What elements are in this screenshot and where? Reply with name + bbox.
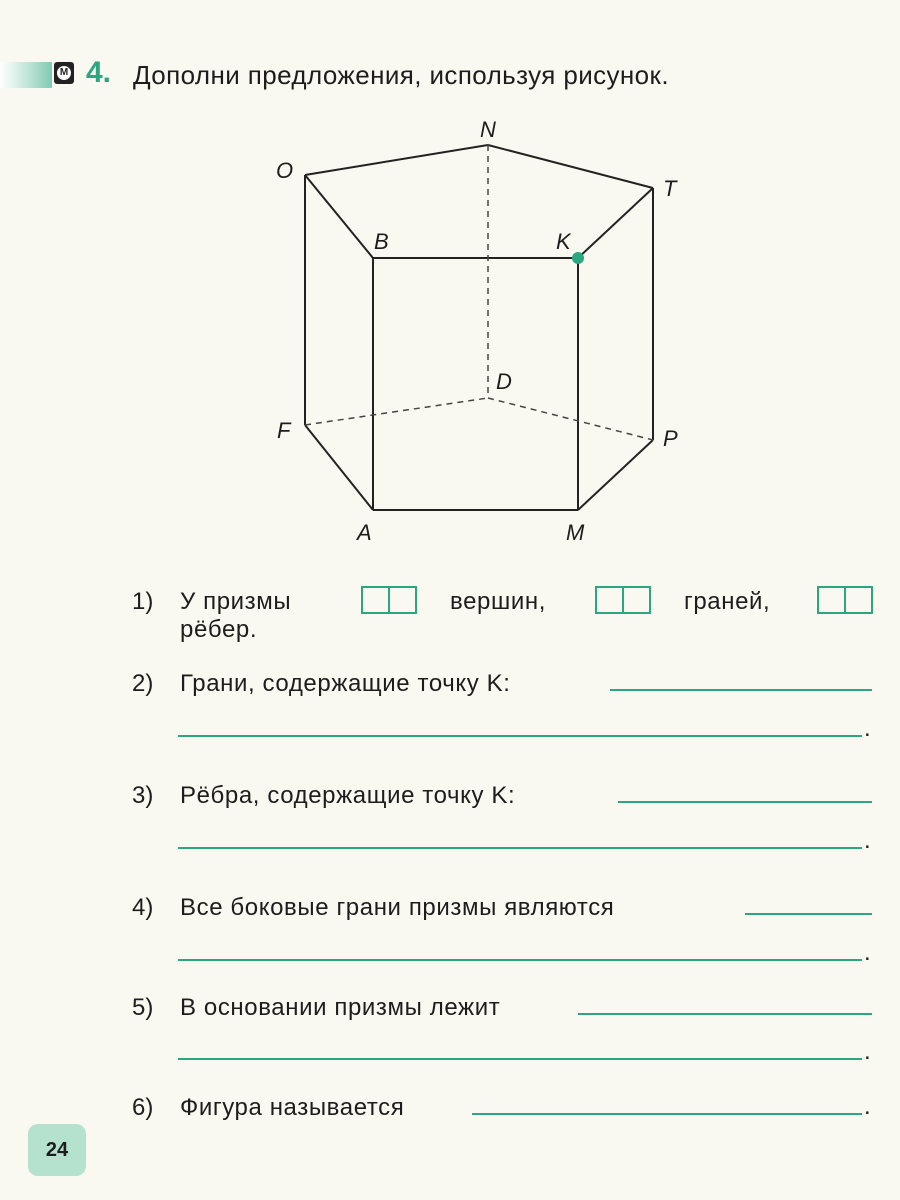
- task-number: 4.: [86, 56, 112, 89]
- q3-text: Рёбра, содержащие точку K:: [180, 782, 516, 809]
- q4-number: 4): [132, 894, 154, 921]
- q4-end-period: .: [864, 939, 871, 966]
- q3-end-period: .: [864, 827, 871, 854]
- q4-text: Все боковые грани призмы являются: [180, 894, 615, 921]
- q5-answer-line-1[interactable]: [578, 1013, 872, 1015]
- task-title: Дополни предложения, используя рисунок.: [133, 60, 669, 90]
- q1-text-part3: граней,: [684, 588, 771, 615]
- q1-faces-answer-box[interactable]: [595, 586, 651, 614]
- q6-number: 6): [132, 1094, 154, 1121]
- q5-end-period: .: [864, 1038, 871, 1065]
- vertex-label-F: F: [277, 418, 291, 443]
- edge-ON: [305, 145, 488, 175]
- q6-answer-line[interactable]: [472, 1113, 862, 1115]
- q2-answer-line-2[interactable]: [178, 735, 862, 737]
- vertex-label-N: N: [480, 117, 496, 142]
- q5-text: В основании призмы лежит: [180, 994, 501, 1021]
- q1-text-part1: У призмы: [180, 588, 292, 615]
- q3-answer-line-1[interactable]: [618, 801, 872, 803]
- vertex-label-D: D: [496, 369, 512, 394]
- hidden-edge-DP: [488, 398, 653, 440]
- point-k-marker: [572, 252, 584, 264]
- q1-number: 1): [132, 588, 154, 615]
- q1-vertices-answer-box[interactable]: [361, 586, 417, 614]
- q6-text: Фигура называется: [180, 1094, 405, 1121]
- edge-MP: [578, 440, 653, 510]
- vertex-label-A: A: [357, 520, 372, 545]
- q2-number: 2): [132, 670, 154, 697]
- edge-FA: [305, 425, 373, 510]
- vertex-label-M: M: [566, 520, 585, 545]
- vertex-label-K: K: [556, 229, 571, 254]
- page-number: 24: [28, 1124, 86, 1176]
- vertex-label-O: O: [276, 158, 294, 183]
- q2-answer-line-1[interactable]: [610, 689, 872, 691]
- vertex-label-T: T: [663, 176, 677, 201]
- q3-number: 3): [132, 782, 154, 809]
- q4-answer-line-1[interactable]: [745, 913, 872, 915]
- q2-end-period: .: [864, 715, 871, 742]
- hidden-edge-FD: [305, 398, 488, 425]
- q6-end-period: .: [864, 1093, 871, 1120]
- q1-text-part4: рёбер.: [180, 616, 258, 643]
- edge-NT: [488, 145, 653, 188]
- q5-number: 5): [132, 994, 154, 1021]
- vertex-label-P: P: [663, 426, 678, 451]
- q5-answer-line-2[interactable]: [178, 1058, 862, 1060]
- q3-answer-line-2[interactable]: [178, 847, 862, 849]
- edge-OB: [305, 175, 373, 258]
- edge-KT: [578, 188, 653, 258]
- q1-edges-answer-box[interactable]: [817, 586, 873, 614]
- q2-text: Грани, содержащие точку K:: [180, 670, 511, 697]
- prism-figure: [0, 0, 900, 560]
- q4-answer-line-2[interactable]: [178, 959, 862, 961]
- q1-text-part2: вершин,: [450, 588, 546, 615]
- method-icon: M: [54, 62, 74, 84]
- vertex-label-B: B: [374, 229, 389, 254]
